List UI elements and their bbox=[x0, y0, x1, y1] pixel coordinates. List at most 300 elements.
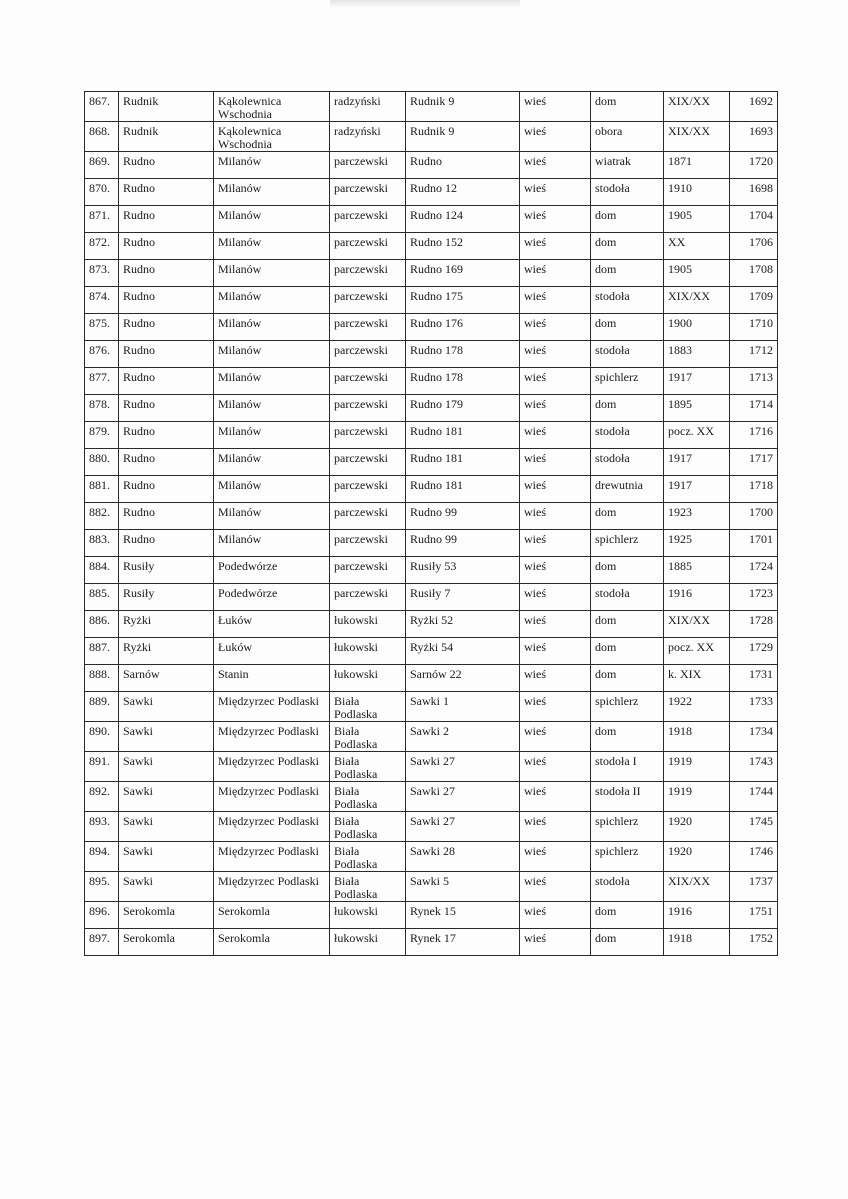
cell-locality: Rudno bbox=[119, 395, 214, 422]
cell-dating: 1918 bbox=[664, 722, 730, 752]
cell-object: dom bbox=[591, 395, 664, 422]
cell-register-number: 1734 bbox=[730, 722, 778, 752]
cell-object: stodoła bbox=[591, 287, 664, 314]
table-row bbox=[85, 584, 778, 611]
cell-county: parczewski bbox=[330, 152, 406, 179]
cell-county: parczewski bbox=[330, 341, 406, 368]
cell-object: dom bbox=[591, 929, 664, 956]
cell-county: radzyński bbox=[330, 122, 406, 152]
cell-register-number: 1723 bbox=[730, 584, 778, 611]
cell-dating: XIX/XX bbox=[664, 122, 730, 152]
cell-register-number: 1700 bbox=[730, 503, 778, 530]
table-row bbox=[85, 92, 778, 122]
cell-county: parczewski bbox=[330, 368, 406, 395]
cell-settlement-type: wieś bbox=[520, 179, 591, 206]
cell-object: dom bbox=[591, 722, 664, 752]
cell-settlement-type: wieś bbox=[520, 782, 591, 812]
cell-address: Rudno 99 bbox=[406, 503, 520, 530]
cell-number: 888. bbox=[85, 665, 119, 692]
cell-dating: 1917 bbox=[664, 476, 730, 503]
cell-commune: Kąkolewnica Wschodnia bbox=[214, 92, 330, 122]
cell-commune: Milanów bbox=[214, 476, 330, 503]
cell-settlement-type: wieś bbox=[520, 638, 591, 665]
cell-address: Rudno 169 bbox=[406, 260, 520, 287]
cell-object: dom bbox=[591, 902, 664, 929]
cell-number: 893. bbox=[85, 812, 119, 842]
cell-number: 880. bbox=[85, 449, 119, 476]
cell-commune: Milanów bbox=[214, 206, 330, 233]
cell-commune: Milanów bbox=[214, 449, 330, 476]
table-row bbox=[85, 206, 778, 233]
cell-number: 890. bbox=[85, 722, 119, 752]
cell-commune: Łuków bbox=[214, 638, 330, 665]
cell-county: łukowski bbox=[330, 929, 406, 956]
table-row bbox=[85, 179, 778, 206]
cell-locality: Rudno bbox=[119, 314, 214, 341]
cell-locality: Serokomla bbox=[119, 929, 214, 956]
cell-locality: Ryżki bbox=[119, 638, 214, 665]
cell-locality: Rudno bbox=[119, 287, 214, 314]
cell-commune: Milanów bbox=[214, 530, 330, 557]
cell-number: 874. bbox=[85, 287, 119, 314]
cell-object: dom bbox=[591, 638, 664, 665]
cell-locality: Rudno bbox=[119, 152, 214, 179]
cell-dating: 1885 bbox=[664, 557, 730, 584]
cell-settlement-type: wieś bbox=[520, 584, 591, 611]
cell-register-number: 1744 bbox=[730, 782, 778, 812]
cell-number: 887. bbox=[85, 638, 119, 665]
cell-address: Rusiły 7 bbox=[406, 584, 520, 611]
cell-register-number: 1704 bbox=[730, 206, 778, 233]
cell-county: parczewski bbox=[330, 206, 406, 233]
cell-object: stodoła bbox=[591, 872, 664, 902]
cell-object: spichlerz bbox=[591, 530, 664, 557]
cell-commune: Milanów bbox=[214, 341, 330, 368]
cell-settlement-type: wieś bbox=[520, 233, 591, 260]
cell-object: stodoła I bbox=[591, 752, 664, 782]
cell-commune: Międzyrzec Podlaski bbox=[214, 752, 330, 782]
cell-dating: 1895 bbox=[664, 395, 730, 422]
cell-address: Sawki 1 bbox=[406, 692, 520, 722]
table-row bbox=[85, 692, 778, 722]
cell-county: parczewski bbox=[330, 530, 406, 557]
cell-address: Rudno 176 bbox=[406, 314, 520, 341]
table-row bbox=[85, 557, 778, 584]
table-row bbox=[85, 260, 778, 287]
cell-commune: Milanów bbox=[214, 287, 330, 314]
table-body bbox=[85, 92, 778, 956]
cell-address: Rynek 17 bbox=[406, 929, 520, 956]
scan-artifact bbox=[330, 0, 520, 8]
cell-address: Rudno 152 bbox=[406, 233, 520, 260]
cell-commune: Międzyrzec Podlaski bbox=[214, 842, 330, 872]
cell-county: parczewski bbox=[330, 584, 406, 611]
cell-address: Sawki 5 bbox=[406, 872, 520, 902]
cell-settlement-type: wieś bbox=[520, 449, 591, 476]
cell-dating: 1925 bbox=[664, 530, 730, 557]
cell-address: Sarnów 22 bbox=[406, 665, 520, 692]
cell-register-number: 1751 bbox=[730, 902, 778, 929]
cell-address: Sawki 27 bbox=[406, 812, 520, 842]
cell-register-number: 1714 bbox=[730, 395, 778, 422]
cell-address: Rudno 175 bbox=[406, 287, 520, 314]
cell-settlement-type: wieś bbox=[520, 722, 591, 752]
cell-county: Biała Podlaska bbox=[330, 842, 406, 872]
table-row bbox=[85, 341, 778, 368]
cell-commune: Międzyrzec Podlaski bbox=[214, 722, 330, 752]
cell-dating: 1920 bbox=[664, 812, 730, 842]
cell-register-number: 1720 bbox=[730, 152, 778, 179]
cell-object: spichlerz bbox=[591, 842, 664, 872]
table-row bbox=[85, 782, 778, 812]
cell-commune: Międzyrzec Podlaski bbox=[214, 692, 330, 722]
cell-settlement-type: wieś bbox=[520, 152, 591, 179]
cell-register-number: 1745 bbox=[730, 812, 778, 842]
cell-object: dom bbox=[591, 314, 664, 341]
cell-dating: 1916 bbox=[664, 902, 730, 929]
cell-object: dom bbox=[591, 206, 664, 233]
cell-dating: XIX/XX bbox=[664, 287, 730, 314]
table-row bbox=[85, 902, 778, 929]
cell-commune: Serokomla bbox=[214, 902, 330, 929]
cell-county: parczewski bbox=[330, 179, 406, 206]
cell-register-number: 1710 bbox=[730, 314, 778, 341]
cell-address: Ryżki 54 bbox=[406, 638, 520, 665]
cell-locality: Sawki bbox=[119, 752, 214, 782]
cell-dating: 1900 bbox=[664, 314, 730, 341]
table-row bbox=[85, 638, 778, 665]
cell-dating: 1918 bbox=[664, 929, 730, 956]
cell-county: Biała Podlaska bbox=[330, 812, 406, 842]
cell-object: dom bbox=[591, 92, 664, 122]
cell-number: 875. bbox=[85, 314, 119, 341]
cell-number: 878. bbox=[85, 395, 119, 422]
cell-settlement-type: wieś bbox=[520, 842, 591, 872]
cell-commune: Międzyrzec Podlaski bbox=[214, 782, 330, 812]
cell-dating: 1923 bbox=[664, 503, 730, 530]
cell-settlement-type: wieś bbox=[520, 812, 591, 842]
cell-settlement-type: wieś bbox=[520, 665, 591, 692]
cell-locality: Rudno bbox=[119, 233, 214, 260]
cell-commune: Milanów bbox=[214, 503, 330, 530]
cell-number: 869. bbox=[85, 152, 119, 179]
cell-county: parczewski bbox=[330, 287, 406, 314]
cell-register-number: 1733 bbox=[730, 692, 778, 722]
cell-commune: Serokomla bbox=[214, 929, 330, 956]
cell-commune: Milanów bbox=[214, 152, 330, 179]
cell-locality: Rudno bbox=[119, 449, 214, 476]
cell-dating: 1916 bbox=[664, 584, 730, 611]
table-row bbox=[85, 287, 778, 314]
cell-address: Rudno 124 bbox=[406, 206, 520, 233]
cell-address: Sawki 28 bbox=[406, 842, 520, 872]
cell-county: Biała Podlaska bbox=[330, 692, 406, 722]
cell-locality: Serokomla bbox=[119, 902, 214, 929]
cell-address: Rudno 99 bbox=[406, 530, 520, 557]
cell-county: Biała Podlaska bbox=[330, 722, 406, 752]
cell-number: 873. bbox=[85, 260, 119, 287]
cell-settlement-type: wieś bbox=[520, 395, 591, 422]
cell-object: stodoła bbox=[591, 179, 664, 206]
cell-number: 886. bbox=[85, 611, 119, 638]
cell-number: 892. bbox=[85, 782, 119, 812]
table-row bbox=[85, 812, 778, 842]
cell-county: łukowski bbox=[330, 638, 406, 665]
cell-object: stodoła bbox=[591, 341, 664, 368]
cell-locality: Rudno bbox=[119, 206, 214, 233]
cell-object: wiatrak bbox=[591, 152, 664, 179]
cell-settlement-type: wieś bbox=[520, 287, 591, 314]
cell-object: stodoła bbox=[591, 449, 664, 476]
cell-locality: Rudno bbox=[119, 422, 214, 449]
table-row bbox=[85, 752, 778, 782]
cell-register-number: 1712 bbox=[730, 341, 778, 368]
cell-object: dom bbox=[591, 503, 664, 530]
cell-dating: pocz. XX bbox=[664, 638, 730, 665]
cell-settlement-type: wieś bbox=[520, 206, 591, 233]
cell-object: dom bbox=[591, 233, 664, 260]
cell-address: Rudno 181 bbox=[406, 449, 520, 476]
cell-locality: Rudno bbox=[119, 368, 214, 395]
cell-register-number: 1709 bbox=[730, 287, 778, 314]
table-row bbox=[85, 422, 778, 449]
cell-number: 877. bbox=[85, 368, 119, 395]
cell-object: dom bbox=[591, 665, 664, 692]
cell-settlement-type: wieś bbox=[520, 260, 591, 287]
cell-number: 884. bbox=[85, 557, 119, 584]
table-row bbox=[85, 665, 778, 692]
monument-registry-table bbox=[84, 91, 778, 956]
cell-county: parczewski bbox=[330, 449, 406, 476]
cell-dating: 1917 bbox=[664, 368, 730, 395]
cell-object: spichlerz bbox=[591, 812, 664, 842]
cell-number: 879. bbox=[85, 422, 119, 449]
cell-locality: Sawki bbox=[119, 872, 214, 902]
cell-register-number: 1728 bbox=[730, 611, 778, 638]
cell-address: Rudno bbox=[406, 152, 520, 179]
cell-dating: 1917 bbox=[664, 449, 730, 476]
cell-register-number: 1706 bbox=[730, 233, 778, 260]
table-row bbox=[85, 233, 778, 260]
cell-commune: Milanów bbox=[214, 314, 330, 341]
cell-settlement-type: wieś bbox=[520, 92, 591, 122]
cell-dating: 1919 bbox=[664, 782, 730, 812]
cell-address: Rudno 178 bbox=[406, 368, 520, 395]
cell-register-number: 1718 bbox=[730, 476, 778, 503]
cell-locality: Sawki bbox=[119, 782, 214, 812]
cell-register-number: 1693 bbox=[730, 122, 778, 152]
cell-number: 897. bbox=[85, 929, 119, 956]
cell-address: Rudno 181 bbox=[406, 476, 520, 503]
cell-register-number: 1717 bbox=[730, 449, 778, 476]
cell-dating: 1905 bbox=[664, 260, 730, 287]
cell-number: 872. bbox=[85, 233, 119, 260]
table-row bbox=[85, 395, 778, 422]
cell-settlement-type: wieś bbox=[520, 314, 591, 341]
cell-county: Biała Podlaska bbox=[330, 872, 406, 902]
cell-dating: XIX/XX bbox=[664, 92, 730, 122]
cell-register-number: 1716 bbox=[730, 422, 778, 449]
cell-commune: Milanów bbox=[214, 395, 330, 422]
cell-object: dom bbox=[591, 557, 664, 584]
cell-locality: Rusiły bbox=[119, 584, 214, 611]
cell-address: Rudno 179 bbox=[406, 395, 520, 422]
cell-locality: Sawki bbox=[119, 812, 214, 842]
table-row bbox=[85, 476, 778, 503]
cell-number: 894. bbox=[85, 842, 119, 872]
cell-number: 891. bbox=[85, 752, 119, 782]
cell-commune: Podedwórze bbox=[214, 557, 330, 584]
cell-register-number: 1724 bbox=[730, 557, 778, 584]
cell-number: 881. bbox=[85, 476, 119, 503]
table-row bbox=[85, 722, 778, 752]
cell-county: parczewski bbox=[330, 476, 406, 503]
cell-object: stodoła II bbox=[591, 782, 664, 812]
cell-dating: 1910 bbox=[664, 179, 730, 206]
table-row bbox=[85, 872, 778, 902]
cell-county: Biała Podlaska bbox=[330, 782, 406, 812]
table-row bbox=[85, 449, 778, 476]
cell-object: spichlerz bbox=[591, 368, 664, 395]
cell-commune: Łuków bbox=[214, 611, 330, 638]
cell-commune: Milanów bbox=[214, 260, 330, 287]
cell-number: 885. bbox=[85, 584, 119, 611]
cell-county: łukowski bbox=[330, 902, 406, 929]
cell-register-number: 1692 bbox=[730, 92, 778, 122]
cell-dating: 1883 bbox=[664, 341, 730, 368]
cell-locality: Rusiły bbox=[119, 557, 214, 584]
cell-settlement-type: wieś bbox=[520, 122, 591, 152]
cell-settlement-type: wieś bbox=[520, 422, 591, 449]
cell-locality: Rudnik bbox=[119, 122, 214, 152]
cell-commune: Milanów bbox=[214, 368, 330, 395]
table-row bbox=[85, 929, 778, 956]
cell-address: Rusiły 53 bbox=[406, 557, 520, 584]
cell-dating: 1905 bbox=[664, 206, 730, 233]
table-row bbox=[85, 611, 778, 638]
cell-settlement-type: wieś bbox=[520, 752, 591, 782]
cell-number: 895. bbox=[85, 872, 119, 902]
cell-county: Biała Podlaska bbox=[330, 752, 406, 782]
cell-county: łukowski bbox=[330, 611, 406, 638]
cell-address: Ryżki 52 bbox=[406, 611, 520, 638]
cell-dating: XX bbox=[664, 233, 730, 260]
cell-register-number: 1713 bbox=[730, 368, 778, 395]
table-row bbox=[85, 122, 778, 152]
cell-object: dom bbox=[591, 611, 664, 638]
cell-dating: 1919 bbox=[664, 752, 730, 782]
cell-settlement-type: wieś bbox=[520, 530, 591, 557]
table-row bbox=[85, 503, 778, 530]
cell-number: 876. bbox=[85, 341, 119, 368]
cell-county: parczewski bbox=[330, 233, 406, 260]
cell-settlement-type: wieś bbox=[520, 872, 591, 902]
cell-address: Rudno 12 bbox=[406, 179, 520, 206]
cell-locality: Rudno bbox=[119, 179, 214, 206]
cell-number: 882. bbox=[85, 503, 119, 530]
cell-settlement-type: wieś bbox=[520, 902, 591, 929]
cell-object: obora bbox=[591, 122, 664, 152]
cell-dating: pocz. XX bbox=[664, 422, 730, 449]
cell-register-number: 1698 bbox=[730, 179, 778, 206]
cell-county: parczewski bbox=[330, 314, 406, 341]
cell-locality: Rudno bbox=[119, 476, 214, 503]
cell-register-number: 1752 bbox=[730, 929, 778, 956]
cell-locality: Ryżki bbox=[119, 611, 214, 638]
cell-commune: Stanin bbox=[214, 665, 330, 692]
cell-number: 870. bbox=[85, 179, 119, 206]
cell-object: dom bbox=[591, 260, 664, 287]
cell-commune: Podedwórze bbox=[214, 584, 330, 611]
cell-address: Rynek 15 bbox=[406, 902, 520, 929]
cell-object: stodoła bbox=[591, 422, 664, 449]
cell-settlement-type: wieś bbox=[520, 692, 591, 722]
cell-settlement-type: wieś bbox=[520, 611, 591, 638]
cell-settlement-type: wieś bbox=[520, 503, 591, 530]
cell-register-number: 1743 bbox=[730, 752, 778, 782]
cell-address: Sawki 2 bbox=[406, 722, 520, 752]
cell-number: 883. bbox=[85, 530, 119, 557]
cell-dating: 1920 bbox=[664, 842, 730, 872]
cell-commune: Kąkolewnica Wschodnia bbox=[214, 122, 330, 152]
cell-locality: Rudno bbox=[119, 530, 214, 557]
cell-register-number: 1731 bbox=[730, 665, 778, 692]
cell-number: 896. bbox=[85, 902, 119, 929]
cell-commune: Międzyrzec Podlaski bbox=[214, 872, 330, 902]
cell-object: stodoła bbox=[591, 584, 664, 611]
cell-register-number: 1708 bbox=[730, 260, 778, 287]
cell-address: Rudno 178 bbox=[406, 341, 520, 368]
cell-settlement-type: wieś bbox=[520, 929, 591, 956]
cell-county: radzyński bbox=[330, 92, 406, 122]
cell-county: parczewski bbox=[330, 503, 406, 530]
cell-locality: Sawki bbox=[119, 722, 214, 752]
cell-settlement-type: wieś bbox=[520, 341, 591, 368]
cell-locality: Sawki bbox=[119, 842, 214, 872]
cell-locality: Sarnów bbox=[119, 665, 214, 692]
cell-number: 868. bbox=[85, 122, 119, 152]
cell-dating: XIX/XX bbox=[664, 872, 730, 902]
table-row bbox=[85, 842, 778, 872]
cell-county: parczewski bbox=[330, 260, 406, 287]
cell-settlement-type: wieś bbox=[520, 557, 591, 584]
cell-locality: Rudno bbox=[119, 260, 214, 287]
cell-locality: Rudno bbox=[119, 503, 214, 530]
cell-register-number: 1746 bbox=[730, 842, 778, 872]
cell-locality: Rudno bbox=[119, 341, 214, 368]
cell-number: 867. bbox=[85, 92, 119, 122]
cell-dating: 1922 bbox=[664, 692, 730, 722]
cell-settlement-type: wieś bbox=[520, 476, 591, 503]
table-row bbox=[85, 530, 778, 557]
cell-register-number: 1737 bbox=[730, 872, 778, 902]
cell-county: parczewski bbox=[330, 557, 406, 584]
cell-commune: Milanów bbox=[214, 422, 330, 449]
cell-commune: Międzyrzec Podlaski bbox=[214, 812, 330, 842]
table-row bbox=[85, 152, 778, 179]
cell-register-number: 1701 bbox=[730, 530, 778, 557]
cell-dating: 1871 bbox=[664, 152, 730, 179]
cell-address: Rudno 181 bbox=[406, 422, 520, 449]
cell-county: parczewski bbox=[330, 395, 406, 422]
cell-locality: Sawki bbox=[119, 692, 214, 722]
cell-address: Rudnik 9 bbox=[406, 92, 520, 122]
cell-locality: Rudnik bbox=[119, 92, 214, 122]
cell-object: drewutnia bbox=[591, 476, 664, 503]
cell-object: spichlerz bbox=[591, 692, 664, 722]
cell-county: łukowski bbox=[330, 665, 406, 692]
cell-county: parczewski bbox=[330, 422, 406, 449]
